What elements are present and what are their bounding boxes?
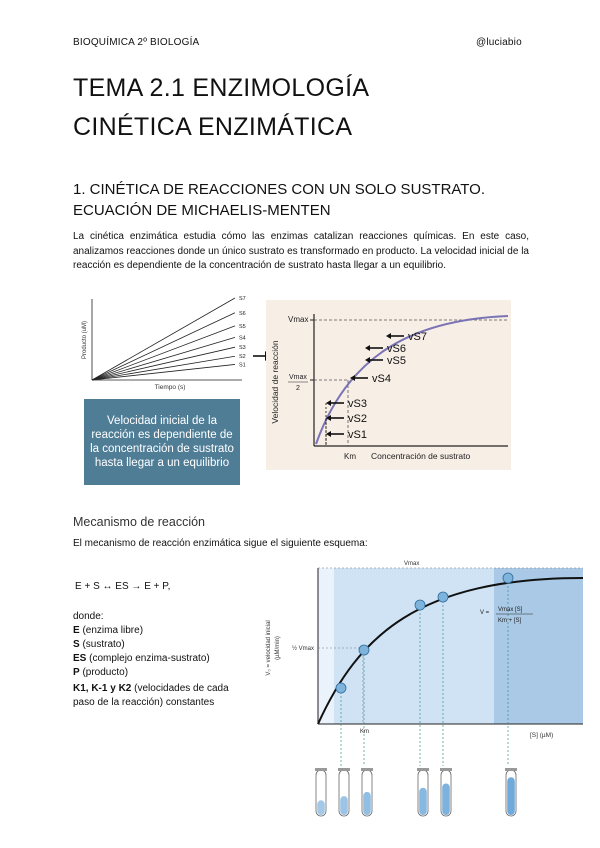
callout-box: Velocidad inicial de la reacción es dependiente de la concentración de sustrato hasta llegar a un equilibrio xyxy=(84,399,240,485)
half-vmax-label: ½ Vmax xyxy=(292,646,315,652)
velocity-point-label: vS6 xyxy=(387,343,406,355)
mechanism-intro: El mecanismo de reacción enzimática sigue el siguiente esquema: xyxy=(73,538,368,549)
product-line-6 xyxy=(92,313,235,380)
definition-k-tail: paso de la reacción) constantes xyxy=(73,697,215,708)
vmax-top-label: Vmax xyxy=(404,561,420,567)
velocity-point-label: vS4 xyxy=(372,373,391,385)
product-line-label: S4 xyxy=(239,335,246,342)
product-line-label: S1 xyxy=(239,362,246,369)
velocity-point-label: vS5 xyxy=(387,355,406,367)
product-time-figure xyxy=(70,295,255,395)
section1-heading-line1: 1. CINÉTICA DE REACCIONES CON UN SOLO SUSTRATO. xyxy=(73,181,486,198)
mm-eq-lhs: V = xyxy=(480,610,490,616)
velocity-point-label: vS3 xyxy=(348,398,367,410)
figure-background xyxy=(266,300,511,470)
velocity-ylabel: Velocidad de reacción xyxy=(270,340,280,424)
s-xlabel: [S] (µM) xyxy=(530,732,554,739)
mm-eq-num: Vmax [S] xyxy=(498,607,523,613)
data-point xyxy=(415,600,425,610)
vmax-label: Vmax xyxy=(288,315,309,324)
section1-paragraph: La cinética enzimática estudia cómo las enzimas catalizan reacciones químicas. En este caso, analizamos reacciones donde un único sustrato es transformado en producto. La velocidad inicial de la reacción es dependiente de la concentración de sustrato hasta llegar a un equilibrio. xyxy=(73,231,529,272)
reaction-equation: E + S ↔ ES → E + P, xyxy=(75,581,171,592)
page-title-line1: TEMA 2.1 ENZIMOLOGÍA xyxy=(73,74,370,102)
km-bottom-label: Km xyxy=(360,729,369,735)
mm-eq-den: Km + [S] xyxy=(498,618,522,624)
data-point xyxy=(336,683,346,693)
product-line-label: S2 xyxy=(239,354,246,361)
km-label: Km xyxy=(344,452,356,461)
product-line-4 xyxy=(92,337,235,380)
definition-e: E (enzima libre) xyxy=(73,625,144,636)
vmax-half-den: 2 xyxy=(296,385,300,392)
michaelis-menten-figure xyxy=(258,556,592,828)
data-point xyxy=(438,592,448,602)
definition-es: ES (complejo enzima-sustrato) xyxy=(73,653,210,664)
vmax-half-num: Vmax xyxy=(289,374,307,381)
product-line-label: S6 xyxy=(239,310,246,317)
section1-heading-line2: ECUACIÓN DE MICHAELIS-MENTEN xyxy=(73,202,331,219)
velocity-substrate-figure xyxy=(266,300,511,470)
section2-heading: Mecanismo de reacción xyxy=(73,515,206,529)
definition-s: S (sustrato) xyxy=(73,639,125,650)
product-line-label: S3 xyxy=(239,345,246,352)
donde-label: donde: xyxy=(73,611,104,622)
data-point xyxy=(503,573,513,583)
product-line-label: S7 xyxy=(239,296,246,302)
product-line-label: S5 xyxy=(239,323,246,330)
page-title-line2: CINÉTICA ENZIMÁTICA xyxy=(73,113,353,141)
definition-k: K1, K-1 y K2 (velocidades de cada xyxy=(73,683,229,694)
substrate-xlabel: Concentración de sustrato xyxy=(371,451,471,461)
time-xlabel: Tiempo (s) xyxy=(154,384,186,391)
product-ylabel: Producto (uM) xyxy=(82,320,88,360)
velocity-point-label: vS2 xyxy=(348,413,367,425)
definition-p: P (producto) xyxy=(73,667,129,678)
test-tubes xyxy=(315,768,517,816)
velocity-point-label: vS1 xyxy=(348,429,367,441)
data-point xyxy=(359,645,369,655)
velocity-point-label: vS7 xyxy=(408,331,427,343)
header-left: BIOQUÍMICA 2º BIOLOGÍA xyxy=(73,37,200,48)
v0-ylabel-line1: V₀ = velocidad inicial xyxy=(266,620,272,676)
product-line-3 xyxy=(92,347,235,380)
header-right: @luciabio xyxy=(476,37,522,48)
v0-ylabel-line2: (µM/min) xyxy=(275,636,281,660)
product-time-lines xyxy=(92,296,246,380)
product-line-7 xyxy=(92,298,235,380)
